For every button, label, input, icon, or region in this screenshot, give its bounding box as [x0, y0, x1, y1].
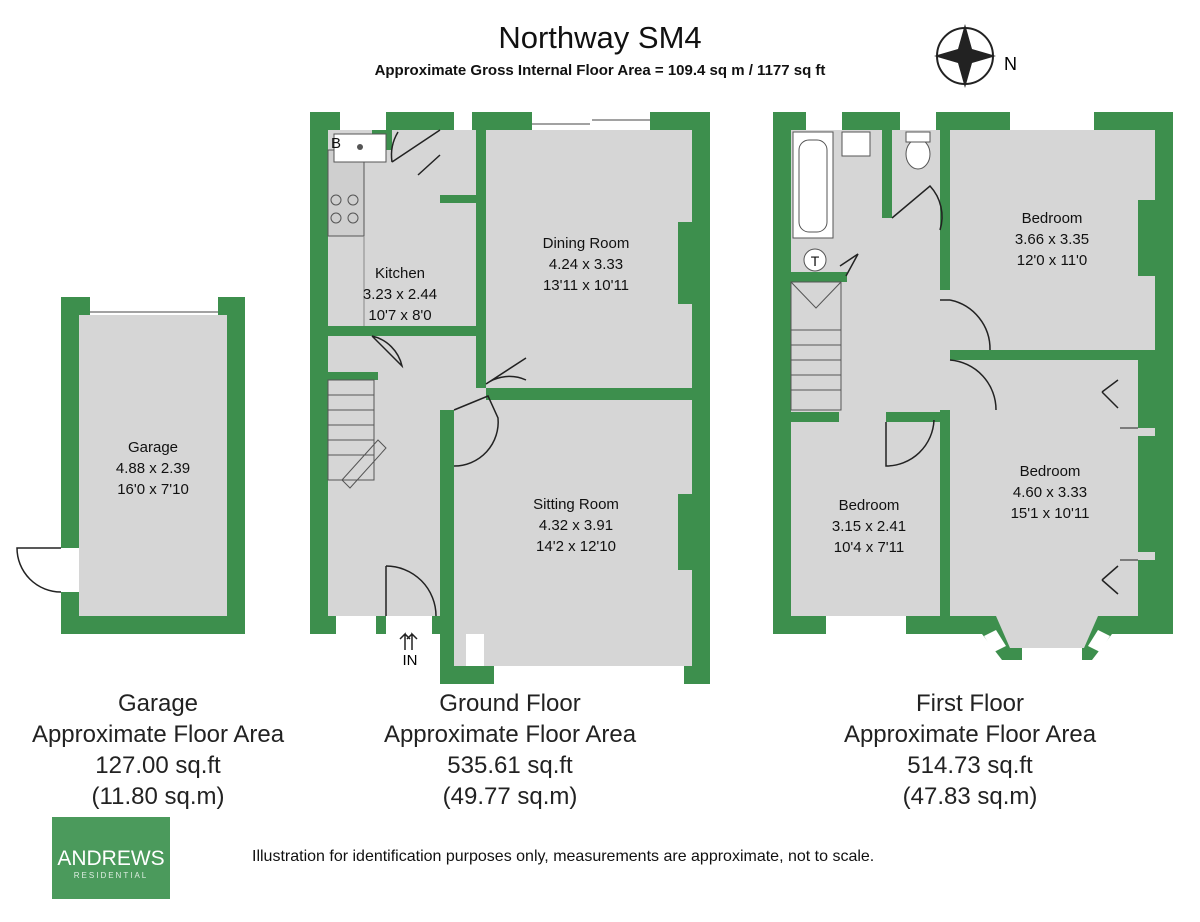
first-summary-sqft: 514.73 sq.ft	[907, 752, 1033, 779]
plan-title: Northway SM4	[498, 20, 702, 55]
andrews-residential-logo	[52, 817, 170, 899]
dining-room-metric: 4.24 x 3.33	[548, 256, 624, 273]
garage-summary-sqm: (11.80 sq.m)	[91, 783, 225, 810]
garage-summary-sqft: 127.00 sq.ft	[95, 752, 221, 779]
bedroom-right-name: Bedroom	[1019, 463, 1081, 480]
logo-name: ANDREWS	[57, 847, 165, 870]
boiler-label: B	[330, 135, 342, 152]
bedroom-small-imperial: 10'4 x 7'11	[833, 539, 905, 556]
garage-name: Garage	[127, 439, 179, 456]
sitting-room-name: Sitting Room	[533, 496, 619, 513]
bedroom-small-name: Bedroom	[838, 497, 900, 514]
logo-subtitle: RESIDENTIAL	[73, 871, 149, 880]
first-floor-plan	[773, 112, 1173, 660]
bedroom-right-imperial: 15'1 x 10'11	[1010, 505, 1090, 522]
entrance-arrow-icon	[400, 634, 417, 650]
first-summary-sqm: (47.83 sq.m)	[902, 783, 1038, 810]
bedroom-right-metric: 4.60 x 3.33	[1012, 484, 1088, 501]
first-summary-label: Approximate Floor Area	[843, 721, 1097, 748]
sitting-room-metric: 4.32 x 3.91	[538, 517, 614, 534]
first-floor-area-summary	[815, 688, 1125, 812]
bedroom-small-metric: 3.15 x 2.41	[831, 518, 907, 535]
dining-room-imperial: 13'11 x 10'11	[542, 277, 630, 294]
garage-area-summary	[8, 688, 308, 812]
bedroom-top-imperial: 12'0 x 11'0	[1016, 252, 1088, 269]
ground-summary-sqm: (49.77 sq.m)	[442, 783, 578, 810]
ground-floor-plan	[310, 112, 710, 684]
ground-floor-area-summary	[355, 688, 665, 812]
first-summary-name: First Floor	[916, 690, 1024, 717]
tank-label: T	[810, 253, 820, 269]
disclaimer-text: Illustration for identification purposes only, measurements are approximate, not to scale.	[252, 848, 875, 865]
compass-icon	[934, 24, 996, 88]
entrance-label: IN	[402, 652, 418, 669]
kitchen-imperial: 10'7 x 8'0	[368, 307, 432, 324]
bedroom-top-name: Bedroom	[1021, 210, 1083, 227]
ground-summary-label: Approximate Floor Area	[383, 721, 637, 748]
bedroom-top-metric: 3.66 x 3.35	[1014, 231, 1090, 248]
kitchen-metric: 3.23 x 2.44	[362, 286, 438, 303]
ground-summary-name: Ground Floor	[439, 690, 581, 717]
garage-metric: 4.88 x 2.39	[115, 460, 191, 477]
garage-summary-label: Approximate Floor Area	[31, 721, 285, 748]
dining-room-name: Dining Room	[542, 235, 630, 252]
sitting-room-imperial: 14'2 x 12'10	[536, 538, 616, 555]
garage-imperial: 16'0 x 7'10	[117, 481, 189, 498]
compass-north-label: N	[1004, 54, 1017, 74]
gross-area-subtitle: Approximate Gross Internal Floor Area = 109.4 sq m / 1177 sq ft	[374, 62, 826, 79]
kitchen-name: Kitchen	[374, 265, 426, 282]
garage-summary-name: Garage	[117, 690, 199, 717]
ground-summary-sqft: 535.61 sq.ft	[447, 752, 573, 779]
